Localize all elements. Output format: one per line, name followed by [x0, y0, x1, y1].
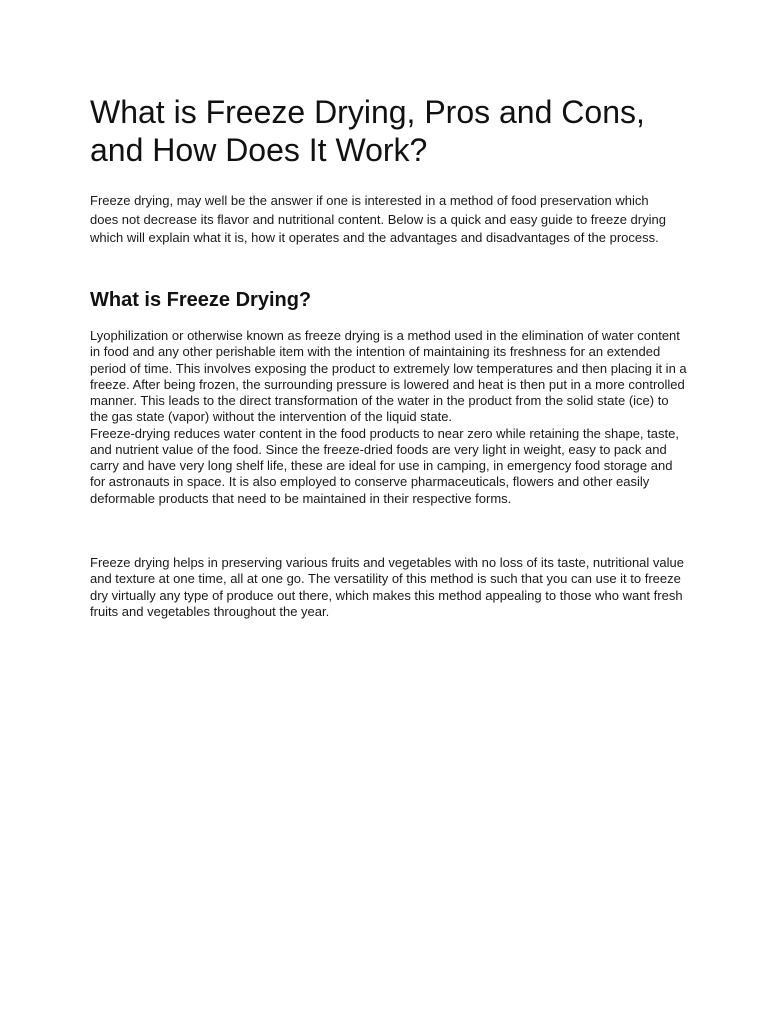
closing-block: [90, 555, 690, 620]
page-title: What is Freeze Drying, Pros and Cons, and How Does It Work?: [90, 94, 645, 168]
body-paragraph-3: Freeze drying helps in preserving various fruits and vegetables with no loss of its taste, nutritional value and texture at one time, all at one go. The versatility of this method is such that you can use it to freeze dry virtually any type of produce out there, which makes this method appealing to those who want fresh fruits and vegetables throughout the year.: [90, 555, 684, 619]
section-heading: What is Freeze Drying?: [90, 289, 312, 311]
body-paragraph-2: Freeze-drying reduces water content in the food products to near zero while retaining the shape, taste, and nutrient value of the food. Since the freeze-dried foods are very light in weight, easy to pack and carry and have very long shelf life, these are ideal for use in camping, in emergency food storage and for astronauts in space. It is also employed to conserve pharmaceuticals, flowers and other easily deformable products that need to be maintained in their respective forms.: [90, 425, 679, 506]
body-paragraph-1: Lyophilization or otherwise known as freeze drying is a method used in the elimination of water content in food and any other perishable item with the intention of maintaining its freshness for an extended period of time. This involves exposing the product to extremely low temperatures and then placing it in a freeze. After being frozen, the surrounding pressure is lowered and heat is then put in a more controlled manner. This leads to the direct transformation of the water in the product from the solid state (ice) to the gas state (vapor) without the intervention of the liquid state.: [90, 328, 687, 425]
section-body: [90, 328, 690, 507]
intro-paragraph: Freeze drying, may well be the answer if one is interested in a method of food preservation which does not decrease its flavor and nutritional content. Below is a quick and easy guide to freeze drying which will explain what it is, how it operates and the advantages and disadvantages of the process.: [90, 193, 666, 245]
